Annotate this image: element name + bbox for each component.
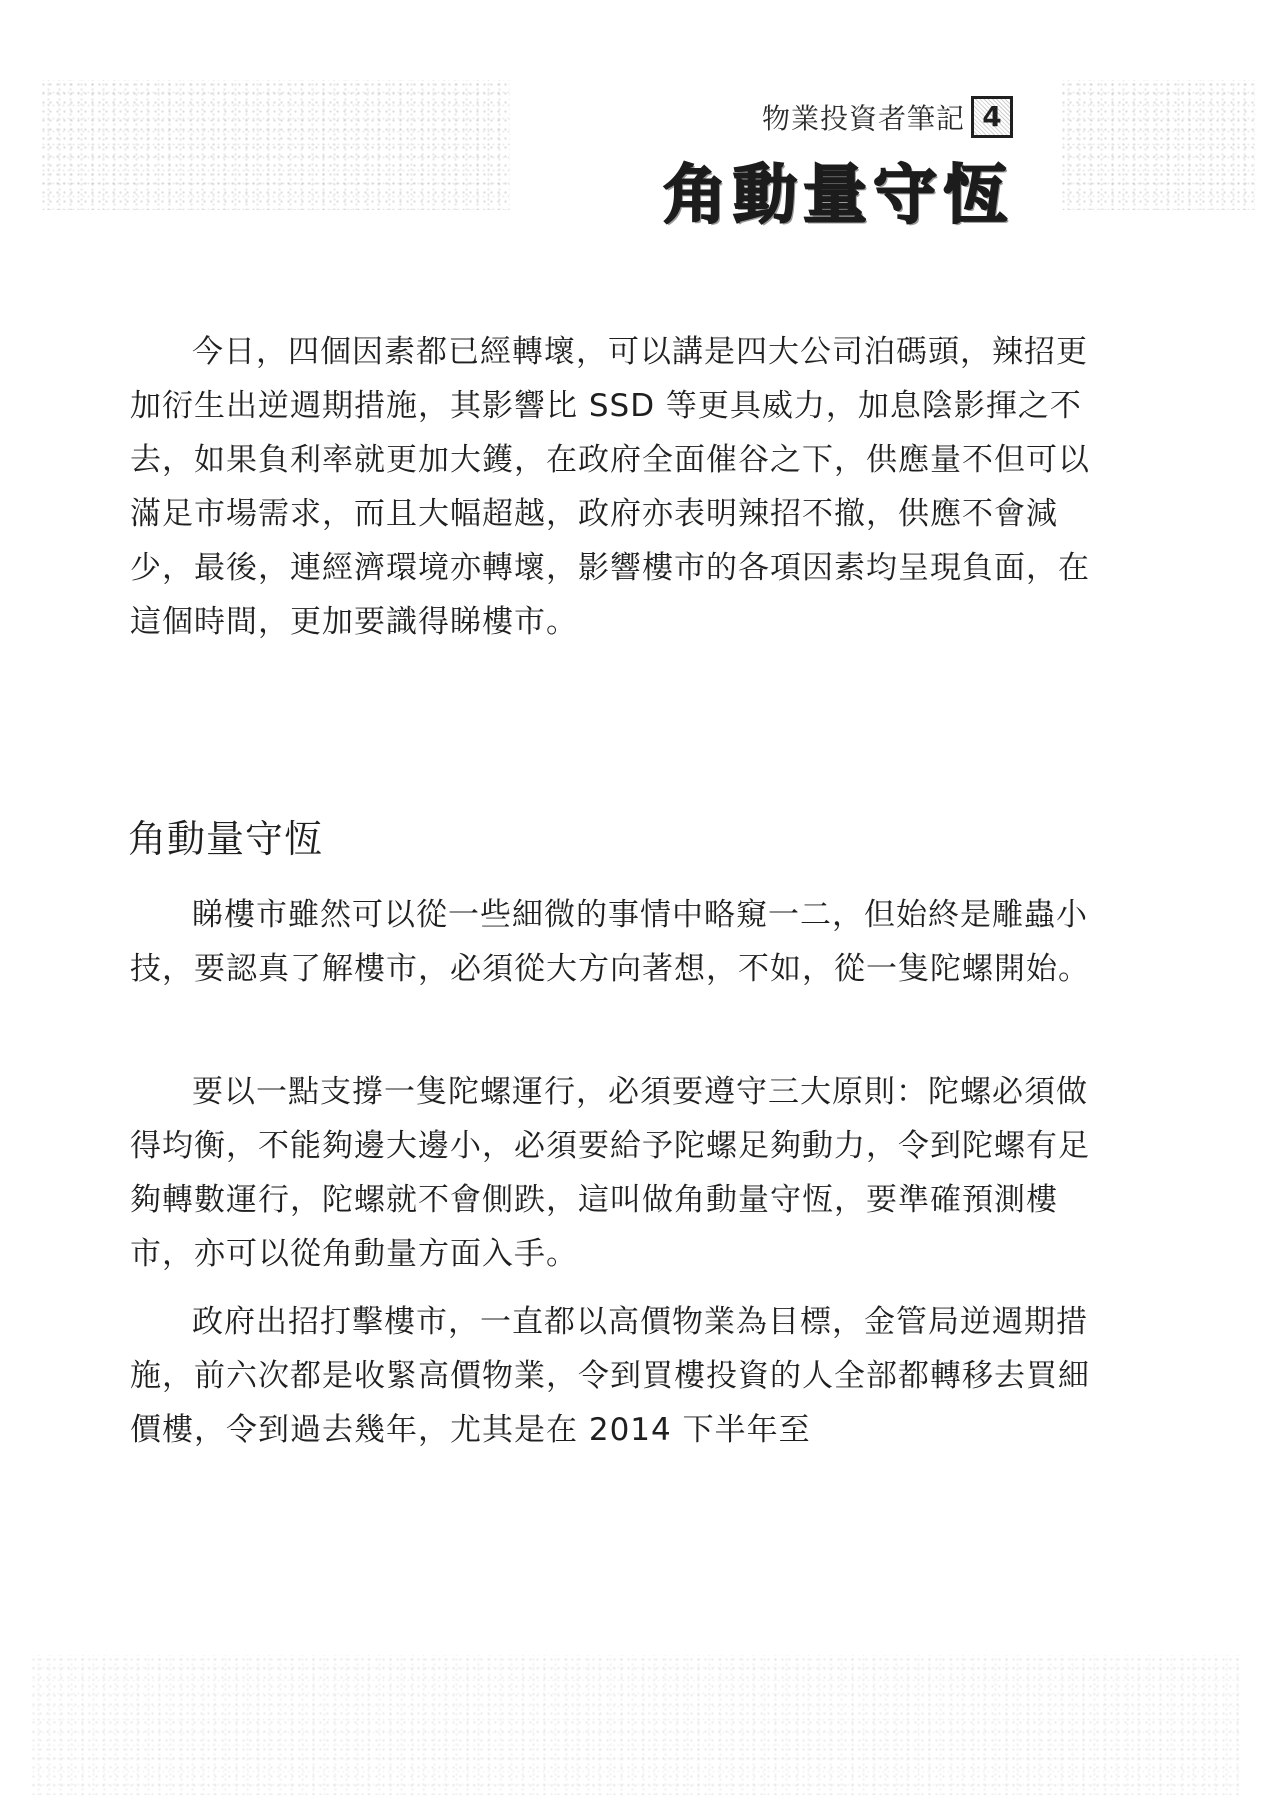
paragraph: 今日，四個因素都已經轉壞，可以講是四大公司泊碼頭，辣招更加衍生出逆週期措施，其影響比 SSD 等更具威力，加息陰影揮之不去，如果負利率就更加大鑊，在政府全面催谷之下，供應量不但可以滿足市場需求，而且大幅超越，政府亦表明辣招不撤，供應不會減少，最後，連經濟環境亦轉壞，影響樓市的各項因素均呈現負面，在這個時間，更加要識得睇樓市。 (130, 334, 1090, 640)
section-heading: 角動量守恆 (128, 817, 324, 861)
volume-badge: 4 (971, 96, 1013, 138)
series-row (663, 96, 1013, 138)
page-header (663, 96, 1013, 236)
scan-noise-bottom (30, 1655, 1240, 1795)
paragraph: 要以一點支撐一隻陀螺運行，必須要遵守三大原則：陀螺必須做得均衡，不能夠邊大邊小，必須要給予陀螺足夠動力，令到陀螺有足夠轉數運行，陀螺就不會側跌，這叫做角動量守恆，要準確預測樓市，亦可以從角動量方面入手。 (130, 1074, 1090, 1272)
book-title: 角動量守恆 (663, 159, 1013, 233)
scan-noise-left (40, 80, 510, 210)
paragraph: 政府出招打擊樓市，一直都以高價物業為目標，金管局逆週期措施，前六次都是收緊高價物業，令到買樓投資的人全部都轉移去買細價樓，令到過去幾年，尤其是在 2014 下半年至 (130, 1304, 1090, 1448)
scan-noise-right (1060, 80, 1255, 210)
series-title: 物業投資者筆記 (761, 102, 965, 135)
paragraph: 睇樓市雖然可以從一些細微的事情中略窺一二，但始終是雕蟲小技，要認真了解樓市，必須從大方向著想，不如，從一隻陀螺開始。 (130, 897, 1090, 987)
